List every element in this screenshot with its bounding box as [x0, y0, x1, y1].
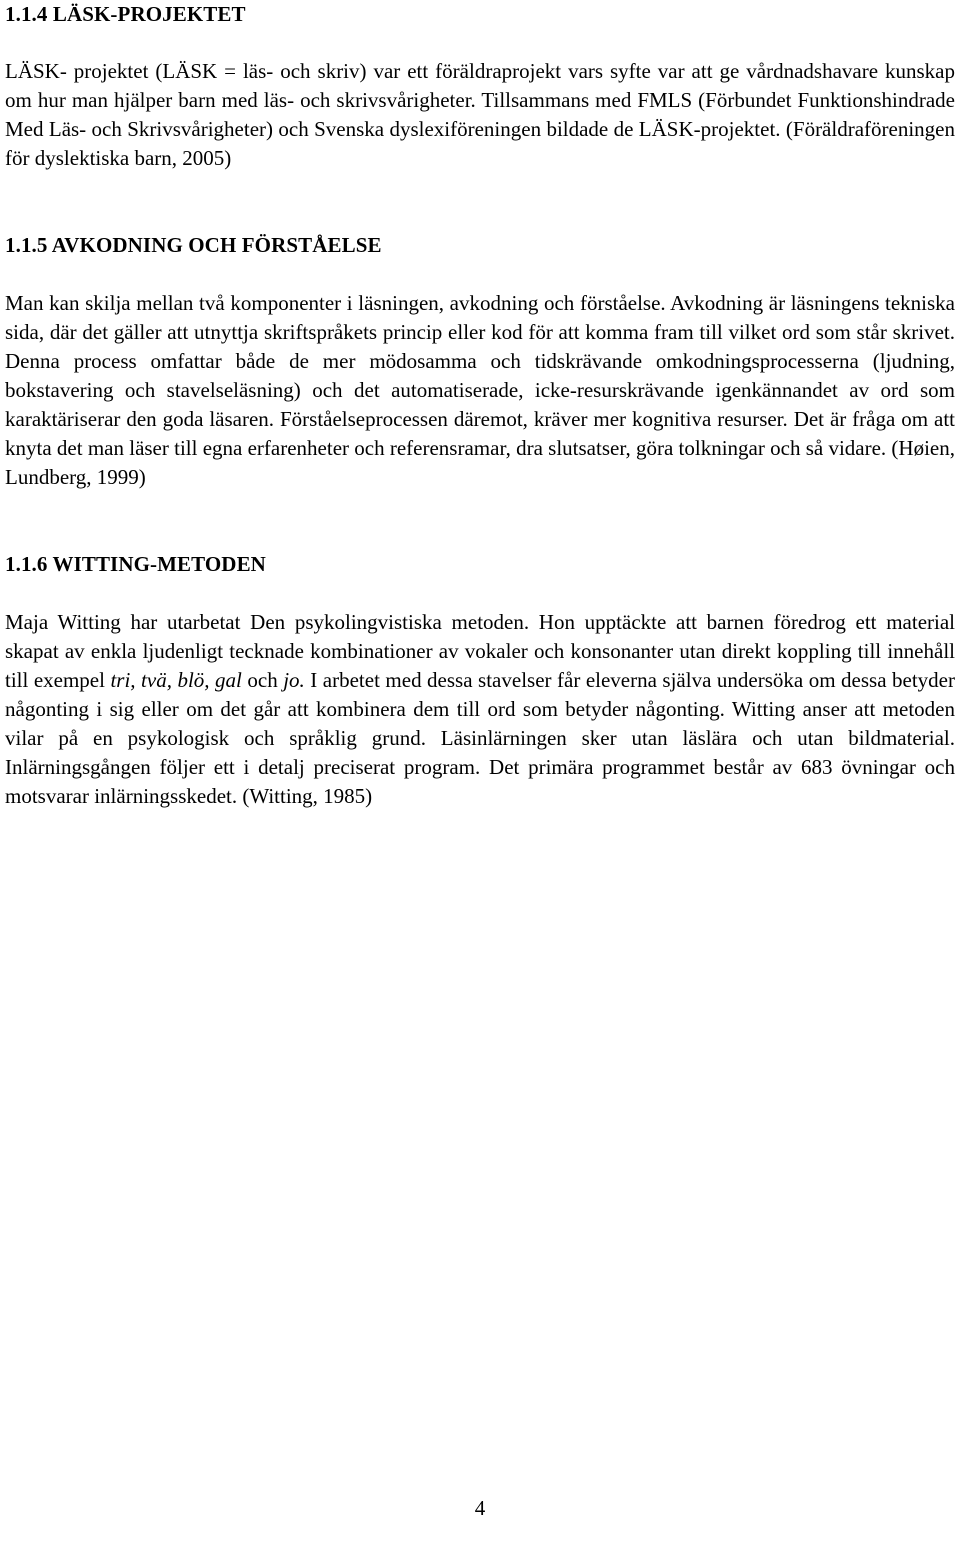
page-number: 4 [474, 1496, 486, 1520]
section-paragraph-lask-projektet: LÄSK- projektet (LÄSK = läs- och skriv) var ett föräldraprojekt vars syfte var att ge vårdnadshavare kunskap om hur man hjälper barn med läs- och skrivsvårigheter. Tillsammans med FMLS (Förbundet Funktionshindrade Med Läs- och Skrivsvårigheter) och Svenska dyslexiföreningen bildade de LÄSK-projektet. (Föräldraföreningen för dyslektiska barn, 2005) [5, 59, 955, 170]
section-heading-lask-projektet: 1.1.4 LÄSK-PROJEKTET [5, 2, 246, 26]
witting-text-before-examples: Maja Witting har utarbetat Den psykolingvistiska metoden. Hon upptäckte att barnen föredrog ett material skapat av enkla ljudenligt tecknade kombinationer av vokaler och konsonanter utan direkt koppling till innehåll till exempel [5, 610, 955, 692]
section-heading-witting-metoden: 1.1.6 WITTING-METODEN [5, 552, 266, 576]
witting-examples: tri, tvä, blö, gal [110, 668, 242, 692]
witting-conjunction: och [247, 668, 278, 692]
section-paragraph-avkodning: Man kan skilja mellan två komponenter i läsningen, avkodning och förståelse. Avkodning är läsningens tekniska sida, där det gäller att utnyttja skriftspråkets princip eller kod för att komma fram till vilket ord som står skrivet. Denna process omfattar både de mer mödosamma och tidskrävande omkodningsprocesserna (ljudning, bokstavering och stavelseläsning) och det automatiserade, icke-resurskrävande igenkännandet av ord som karaktäriserar den goda läsaren. Förståelseprocessen däremot, kräver mer kognitiva resurser. Det är fråga om att knyta det man läser till egna erfarenheter och referensramar, dra slutsatser, göra tolkningar och så vidare. (Høien, Lundberg, 1999) [5, 291, 955, 489]
witting-example-last: jo. [283, 668, 305, 692]
section-paragraph-witting-metoden [5, 608, 955, 811]
witting-text-after-examples: I arbetet med dessa stavelser får eleverna själva undersöka om dessa betyder någonting i sig eller om det går att kombinera dem till ord som betyder någonting. Witting anser att metoden vilar på en psykologisk och språklig grund. Läsinlärningen sker utan läslära och utan bildmaterial. Inlärningsgången följer ett i detalj preciserat program. Det primära programmet består av 683 övningar och motsvarar inlärningsskedet. (Witting, 1985) [5, 668, 955, 808]
section-heading-avkodning: 1.1.5 AVKODNING OCH FÖRSTÅELSE [5, 233, 382, 257]
